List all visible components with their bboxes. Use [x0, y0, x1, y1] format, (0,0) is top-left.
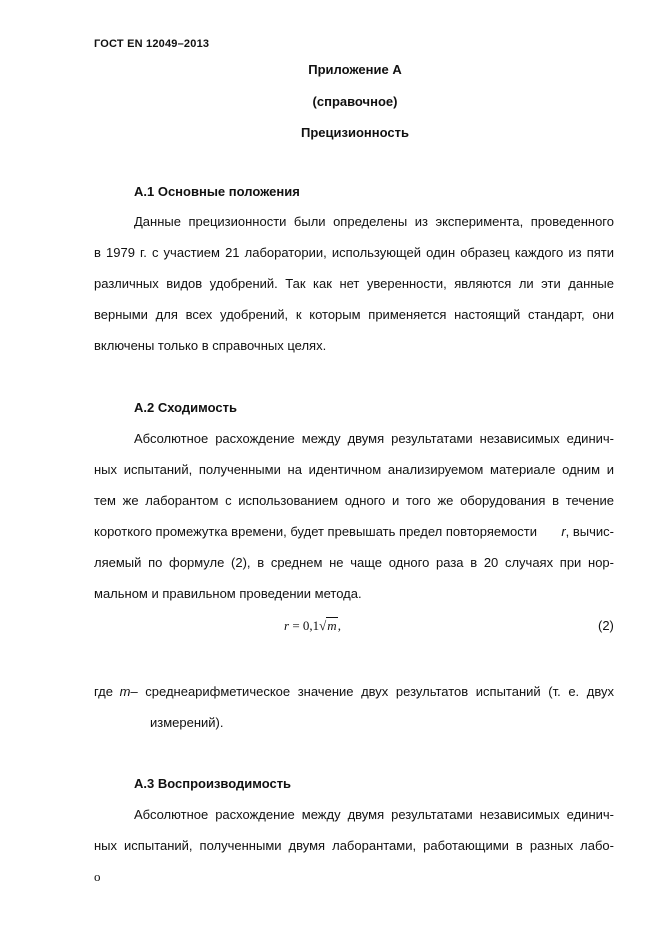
paragraph-line: в 1979 г. с участием 21 лаборатории, использующей один образец каждого из пяти: [94, 245, 614, 260]
paragraph-line: Абсолютное расхождение между двумя результатами независимых единич-: [134, 807, 614, 822]
appendix-title: Приложение А: [308, 62, 402, 77]
where-continuation: измерений).: [150, 715, 224, 730]
symbol-m: m: [119, 684, 131, 699]
where-prefix: где: [94, 684, 117, 699]
formula-2: [284, 618, 341, 634]
section-a2-paragraph: [94, 431, 614, 617]
paragraph-line: ных испытаний, полученными двумя лаборантами, работающими в разных лабо-: [94, 838, 614, 853]
section-a3-paragraph: [94, 807, 614, 900]
paragraph-line: Данные прецизионности были определены из эксперимента, проведенного: [134, 214, 614, 229]
line-text: [561, 524, 614, 555]
paragraph-line: ных испытаний, полученными на идентичном анализируемом материале одним и: [94, 462, 614, 477]
paragraph-line: верными для всех удобрений, к которым применяется настоящий стандарт, они: [94, 307, 614, 322]
paragraph-line: Абсолютное расхождение между двумя результатами независимых единич-: [134, 431, 614, 446]
paragraph-line: ляемый по формуле (2), в среднем не чаще одного раза в 20 случаях при нор-: [94, 555, 614, 570]
section-a1-paragraph: [94, 214, 614, 369]
line-text: короткого промежутка времени, будет превышать предел повторяемости: [94, 524, 537, 539]
where-rest: – среднеарифметическое значение двух результатов испытаний (т. е. двух: [130, 684, 614, 699]
square-root: √m: [319, 618, 337, 633]
section-heading-a2: А.2 Сходимость: [134, 400, 237, 415]
paragraph-line: включены только в справочных целях.: [94, 338, 327, 353]
paragraph-line: мальном и правильном проведении метода.: [94, 586, 362, 601]
section-heading-a1: А.1 Основные положения: [134, 184, 300, 199]
paragraph-line: различных видов удобрений. Так как нет уверенности, являются ли эти данные: [94, 276, 614, 291]
symbol-r: r: [561, 524, 566, 539]
where-clause: [94, 684, 614, 746]
appendix-kind: (справочное): [312, 94, 398, 109]
paragraph-line: тем же лаборантом с использованием одного и того же оборудования в течение: [94, 493, 614, 508]
paragraph-line: [94, 524, 614, 555]
section-heading-a3: А.3 Воспроизводимость: [134, 776, 292, 791]
document-code: ГОСТ EN 12049–2013: [94, 38, 210, 50]
formula-equals: = 0,1: [289, 618, 320, 633]
appendix-name: Прецизионность: [301, 125, 409, 140]
paragraph-line: о: [94, 869, 101, 884]
formula-radicand: m: [327, 618, 337, 633]
where-line: [94, 684, 614, 715]
equation-number: (2): [598, 618, 614, 633]
formula-lhs: r: [284, 618, 290, 633]
formula-tail: ,: [337, 618, 341, 633]
line-text-tail: , вычис-: [565, 524, 614, 539]
